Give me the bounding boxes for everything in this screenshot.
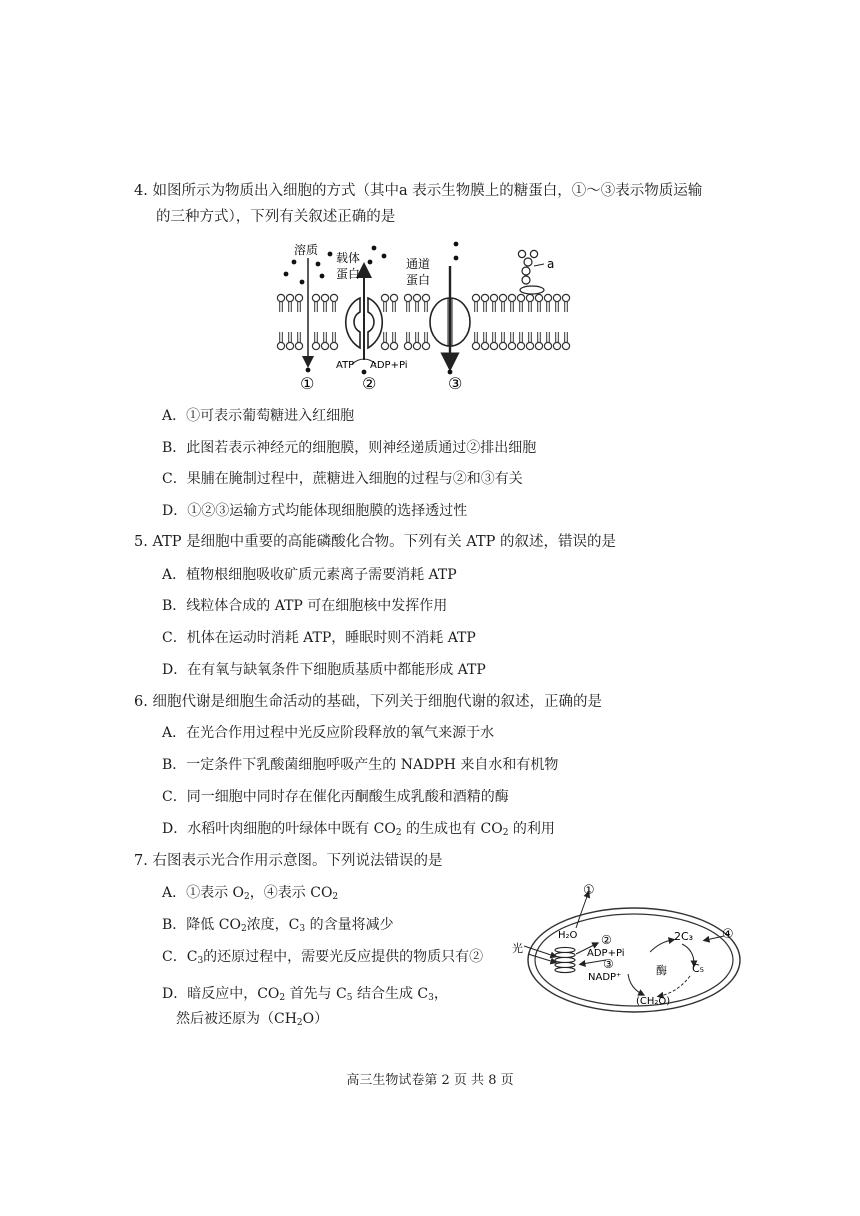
co2-input-label: ④ <box>722 927 734 942</box>
carrier-label-1: 载体 <box>336 251 361 265</box>
adp-label: ADP+Pi <box>370 360 408 371</box>
q4-option-b: B．此图若表示神经元的细胞膜，则神经递质通过②排出细胞 <box>162 440 537 456</box>
h2o-label: H₂O <box>558 930 578 941</box>
q7-option-d: D．暗反应中，$CO_2$ 首先与 $C_5$ 结合生成 $C_3$， <box>162 986 448 1003</box>
q5-option-a: A．植物根细胞吸收矿质元素离子需要消耗 ATP <box>162 567 457 583</box>
q6-option-d: D．水稻叶肉细胞的叶绿体中既有 $CO_2$ 的生成也有 $CO_2$ 的利用 <box>162 821 555 838</box>
q7-option-c: C．$C_3$的还原过程中，需要光反应提供的物质只有② <box>162 949 484 966</box>
q6-option-a: A．在光合作用过程中光反应阶段释放的氧气来源于水 <box>162 725 495 741</box>
adp-label: ADP+Pi <box>587 948 625 959</box>
q4-stem-line1: 4. 如图所示为物质出入细胞的方式（其中a 表示生物膜上的糖蛋白，①～③表示物质运输 <box>134 183 703 199</box>
mode-3-label: ③ <box>448 374 463 393</box>
q6-option-b: B．一定条件下乳酸菌细胞呼吸产生的 NADPH 来自水和有机物 <box>162 757 559 773</box>
atp-output-label: ② <box>601 933 612 947</box>
c5-label: C₅ <box>692 962 705 975</box>
atp-label: ATP <box>336 360 355 371</box>
channel-label-1: 通道 <box>406 257 431 271</box>
q6-option-c: C．同一细胞中同时存在催化丙酮酸生成乳酸和酒精的酶 <box>162 789 509 805</box>
q5-option-c: C．机体在运动时消耗 ATP，睡眠时则不消耗 ATP <box>162 630 476 646</box>
nadp-label: NADP⁺ <box>588 972 622 983</box>
photosynthesis-figure <box>510 880 750 1020</box>
enzyme-label: 酶 <box>656 964 667 977</box>
q5-option-d: D．在有氧与缺氧条件下细胞质基质中都能形成 ATP <box>162 662 486 678</box>
q7-option-b: B．降低 $CO_2$浓度，$C_3$ 的含量将减少 <box>162 917 394 934</box>
carrier-label-2: 蛋白 <box>336 267 361 281</box>
membrane-transport-figure <box>272 236 572 396</box>
thylakoid-stack <box>555 947 575 972</box>
channel-label-2: 蛋白 <box>406 273 431 287</box>
mode-2-label: ② <box>362 374 377 393</box>
mode-1-label: ① <box>300 374 315 393</box>
light-label: 光 <box>512 942 523 955</box>
glycoprotein <box>518 250 544 294</box>
q4-stem-line2: 的三种方式），下列有关叙述正确的是 <box>156 209 396 225</box>
q7-option-a: A．①表示 $O_2$，④表示 $CO_2$ <box>162 885 339 902</box>
solute-label: 溶质 <box>294 243 319 257</box>
q4-option-c: C．果脯在腌制过程中，蔗糖进入细胞的过程与②和③有关 <box>162 471 523 487</box>
nadph-output-label: ③ <box>603 957 614 971</box>
q4-option-d: D．①②③运输方式均能体现细胞膜的选择透过性 <box>162 503 468 519</box>
q7-stem: 7. 右图表示光合作用示意图。下列说法错误的是 <box>134 853 443 869</box>
c3-label: 2C₃ <box>674 930 694 943</box>
q5-option-b: B．线粒体合成的 ATP 可在细胞核中发挥作用 <box>162 598 448 614</box>
glycoprotein-label: a <box>547 257 555 271</box>
q7-option-d-line2: 然后被还原为$(CH_2O)$ <box>176 1011 329 1028</box>
page-footer: 高三生物试卷第 2 页 共 8 页 <box>346 1073 514 1088</box>
q6-stem: 6. 细胞代谢是细胞生命活动的基础，下列关于细胞代谢的叙述，正确的是 <box>134 694 602 710</box>
q4-option-a: A．①可表示葡萄糖进入红细胞 <box>162 408 355 424</box>
q5-stem: 5. ATP 是细胞中重要的高能磷酸化合物。下列有关 ATP 的叙述，错误的是 <box>134 534 616 550</box>
o2-output-label: ① <box>583 883 595 898</box>
lipid-bilayer <box>277 294 569 349</box>
ch2o-label: (CH₂O) <box>636 996 671 1007</box>
